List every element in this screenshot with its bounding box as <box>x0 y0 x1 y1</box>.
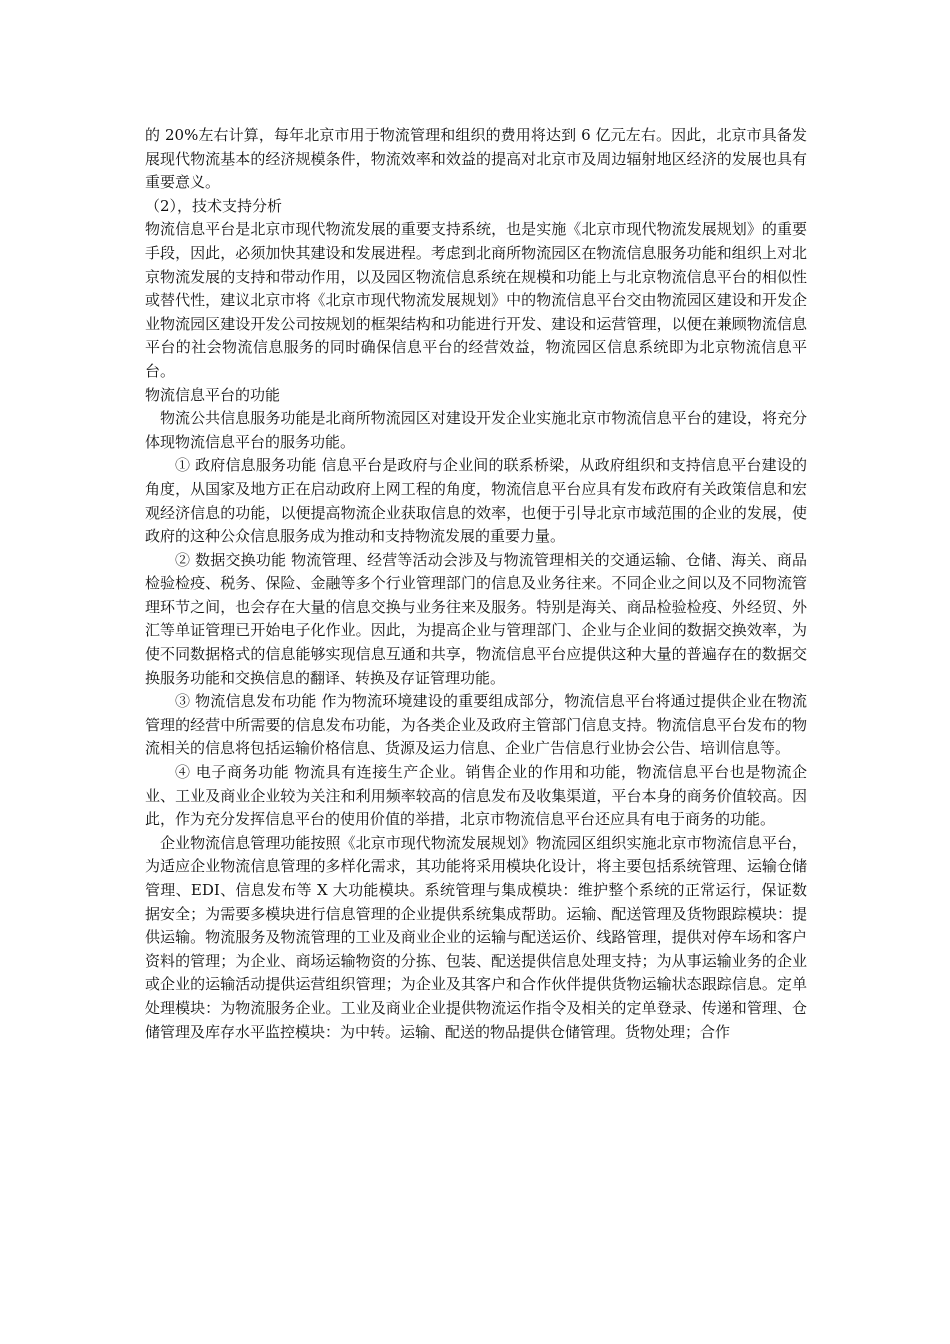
document-page <box>145 124 807 1044</box>
paragraph-gov-info-service: ① 政府信息服务功能 信息平台是政府与企业间的联系桥梁，从政府组织和支持信息平台建设的角度，从国家及地方正在启动政府上网工程的角度，物流信息平台应具有发布政府有关政策信息和宏观经济信息的功能，以便提高物流企业获取信息的效率，也便于引导北京市域范围的企业的发展，使政府的这种公众信息服务成为推动和支持物流发展的重要力量。 <box>145 456 807 546</box>
paragraph-platform-overview: 物流信息平台是北京市现代物流发展的重要支持系统，也是实施《北京市现代物流发展规划》的重要手段，因此，必须加快其建设和发展进程。考虑到北商所物流园区在物流信息服务功能和组织上对北京物流发展的支持和带动作用，以及园区物流信息系统在规模和功能上与北京物流信息平台的相似性或替代性，建议北京市将《北京市现代物流发展规划》中的物流信息平台交由物流园区建设和开发企业物流园区建设开发公司按规划的框架结构和功能进行开发、建设和运营管理，以便在兼顾物流信息平台的社会物流信息服务的同时确保信息平台的经营效益，物流园区信息系统即为北京物流信息平台。 <box>145 220 807 380</box>
paragraph-public-info-service: 物流公共信息服务功能是北商所物流园区对建设开发企业实施北京市物流信息平台的建设，将充分体现物流信息平台的服务功能。 <box>145 409 807 451</box>
paragraph-data-exchange: ② 数据交换功能 物流管理、经营等活动会涉及与物流管理相关的交通运输、仓储、海关、商品检验检疫、税务、保险、金融等多个行业管理部门的信息及业务往来。不同企业之间以及不同物流管理环节之间，也会存在大量的信息交换与业务往来及服务。特别是海关、商品检验检疫、外经贸、外汇等单证管理已开始电子化作业。因此，为提高企业与管理部门、企业与企业间的数据交换效率，为使不同数据格式的信息能够实现信息互通和共享，物流信息平台应提供这种大量的普遍存在的数据交换服务功能和交换信息的翻译、转换及存证管理功能。 <box>145 550 807 687</box>
paragraph-info-publishing: ③ 物流信息发布功能 作为物流环境建设的重要组成部分，物流信息平台将通过提供企业在物流管理的经营中所需要的信息发布功能，为各类企业及政府主管部门信息支持。物流信息平台发布的物流相关的信息将包括运输价格信息、货源及运力信息、企业广告信息行业协会公告、培训信息等。 <box>145 692 807 758</box>
section-heading-tech-support: （2），技术支持分析 <box>145 196 283 215</box>
section-heading-platform-functions: 物流信息平台的功能 <box>145 385 281 404</box>
paragraph-enterprise-info-mgmt: 企业物流信息管理功能按照《北京市现代物流发展规划》物流园区组织实施北京市物流信息平台，为适应企业物流信息管理的多样化需求，其功能将采用模块化设计，将主要包括系统管理、运输仓储管理、EDI、信息发布等 X 大功能模块。系统管理与集成模块：维护整个系统的正常运行，保证数据安全；为需要多模块进行信息管理的企业提供系统集成帮助。运输、配送管理及货物跟踪模块：提供运输。物流服务及物流管理的工业及商业企业的运输与配送运价、线路管理，提供对停车场和客户资料的管理；为企业、商场运输物资的分拣、包装、配送提供信息处理支持；为从事运输业务的企业或企业的运输活动提供运营组织管理；为企业及其客户和合作伙伴提供货物运输状态跟踪信息。定单处理模块：为物流服务企业。工业及商业企业提供物流运作指令及相关的定单登录、传递和管理、仓储管理及库存水平监控模块：为中转。运输、配送的物品提供仓储管理。货物处理；合作 <box>145 833 807 1041</box>
paragraph-economic-scale: 的 20%左右计算，每年北京市用于物流管理和组织的费用将达到 6 亿元左右。因此，北京市具备发展现代物流基本的经济规模条件，物流效率和效益的提高对北京市及周边辐射地区经济的发展也具有重要意义。 <box>145 126 807 192</box>
paragraph-ecommerce: ④ 电子商务功能 物流具有连接生产企业。销售企业的作用和功能，物流信息平台也是物流企业、工业及商业企业较为关注和利用频率较高的信息发布及收集渠道，平台本身的商务价值较高。因此，作为充分发挥信息平台的使用价值的举措，北京市物流信息平台还应具有电于商务的功能。 <box>145 763 807 829</box>
